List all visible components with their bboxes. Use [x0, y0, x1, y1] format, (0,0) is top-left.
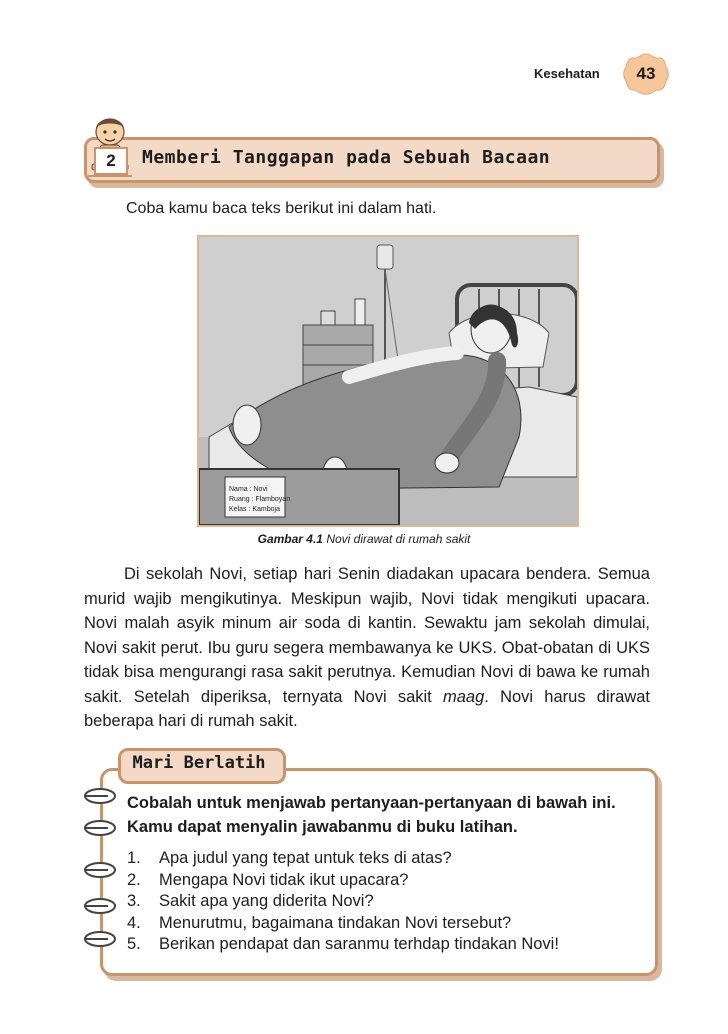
binder-ring-icon: [82, 861, 118, 879]
question-text: Sakit apa yang diderita Novi?: [159, 892, 374, 910]
question-text: Menurutmu, bagaimana tindakan Novi tersebut?: [159, 913, 512, 932]
figure-caption-text: Novi dirawat di rumah sakit: [322, 532, 471, 546]
paragraph-part-1: Di sekolah Novi, setiap hari Senin diadakan upacara bendera. Semua murid wajib mengikutinya. Meskipun wajib, Novi tidak mengikuti upacara. Novi malah asyik minum air soda di kantin. Sewaktu jam sekolah dimulai, Novi sakit perut. Ibu guru segera membawanya ke UKS. Obat-obatan di UKS tidak bisa mengurangi rasa sakit perutnya. Kemudian Novi di bawa ke rumah sakit. Setelah diperiksa, ternyata Novi sakit: [84, 565, 650, 706]
question-item: [127, 870, 559, 892]
paragraph-italic: maag: [442, 687, 485, 706]
patient-in-bed-drawing: [199, 237, 577, 525]
question-number: 4.: [127, 913, 141, 932]
binder-ring-icon: [82, 930, 118, 948]
binder-ring-icon: [82, 897, 118, 915]
exercise-instruction: Cobalah untuk menjawab pertanyaan-pertanyaan di bawah ini. Kamu dapat menyalin jawabanmu di buku latihan.: [127, 794, 616, 836]
paragraph-part-2: . Novi harus dirawat beberapa hari di rumah sakit.: [84, 687, 650, 730]
tag-line-2: Ruang : Flamboyan: [229, 496, 291, 503]
figure-caption-label: Gambar 4.1: [257, 532, 323, 546]
section-title: Memberi Tanggapan pada Sebuah Bacaan: [142, 147, 551, 168]
chapter-title: Kesehatan: [534, 66, 600, 81]
question-list: [127, 848, 559, 956]
intro-text: Coba kamu baca teks berikut ini dalam hati.: [126, 200, 437, 217]
question-number: 1.: [127, 849, 141, 867]
question-text: Apa judul yang tepat untuk teks di atas?: [159, 849, 452, 867]
question-number: 3.: [127, 892, 141, 910]
reading-paragraph: [84, 562, 650, 734]
question-text: Mengapa Novi tidak ikut upacara?: [159, 870, 409, 889]
question-number: 2.: [127, 870, 141, 889]
question-item: [127, 891, 559, 913]
exercise-title: Mari Berlatih: [132, 753, 266, 773]
figure-caption: [0, 532, 728, 546]
question-text: Berikan pendapat dan saranmu terhdap tindakan Novi!: [159, 935, 559, 953]
question-item: [127, 934, 559, 956]
page-number: 43: [636, 64, 656, 83]
tag-line-3: Kelas : Kamboja: [229, 506, 280, 513]
tag-line-1: Nama : Novi: [229, 486, 268, 493]
question-number: 5.: [127, 935, 141, 953]
binder-ring-icon: [82, 787, 118, 805]
hospital-bed-illustration: [197, 235, 579, 527]
question-item: [127, 848, 559, 870]
binder-ring-icon: [82, 819, 118, 837]
question-item: [127, 913, 559, 935]
section-number: 2: [94, 147, 128, 175]
